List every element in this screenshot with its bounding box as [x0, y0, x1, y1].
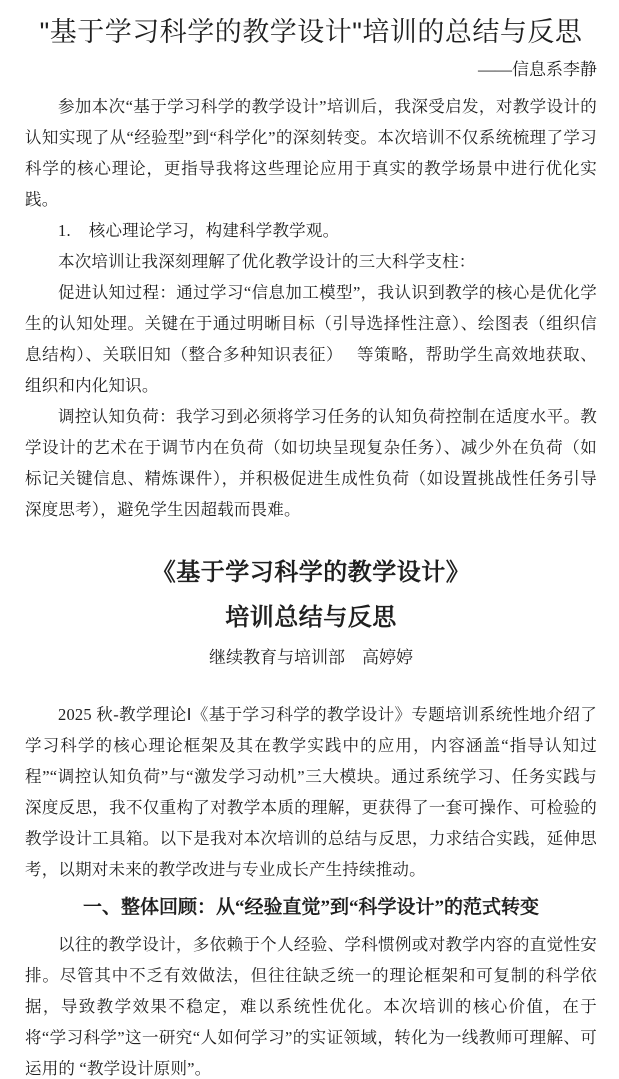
doc2-title-line1: 《基于学习科学的教学设计》 [151, 560, 471, 586]
doc1-list-item [25, 215, 597, 246]
doc2-section-heading: 一、整体回顾：从“经验直觉”到“科学设计”的范式转变 [82, 897, 539, 918]
doc2-title-line2: 培训总结与反思 [225, 605, 397, 631]
doc2-paragraph-review: 以往的教学设计，多依赖于个人经验、学科惯例或对教学内容的直觉性安排。尽管其中不乏有效做法，但往往缺乏统一的理论框架和可复制的科学依据，导致教学效果不稳定，难以系统性优化。本次培训的核心价值，在于将“学习科学”这一研究“人如何学习”的实证领域，转化为一线教师可理解、可运用的 “教学设计原则”。 [25, 935, 597, 1078]
doc1-byline: ——信息系李静 [478, 60, 597, 79]
doc1-list-text: 核心理论学习，构建科学教学观。 [88, 221, 340, 240]
doc2-byline: 继续教育与培训部 高婷婷 [209, 648, 413, 667]
doc1-paragraph-pillars: 本次培训让我深刻理解了优化教学设计的三大科学支柱： [58, 252, 476, 271]
doc1-paragraph-cognitive-process: 促进认知过程：通过学习“信息加工模型”，我认识到教学的核心是优化学生的认知处理。关键在于通过明晰目标（引导选择性注意）、绘图表（组织信息结构）、关联旧知（整合多种知识表征） 等策略，帮助学生高效地获取、组织和内化知识。 [25, 283, 597, 395]
doc1-list-number: 1. [58, 221, 71, 240]
doc2-paragraph-intro: 2025 秋-教学理论Ⅰ《基于学习科学的教学设计》专题培训系统性地介绍了学习科学的核心理论框架及其在教学实践中的应用，内容涵盖“指导认知过程”“调控认知负荷”与“激发学习动机”三大模块。通过系统学习、任务实践与深度反思，我不仅重构了对教学本质的理解，更获得了一套可操作、可检验的教学设计工具箱。以下是我对本次培训的总结与反思，力求结合实践，延伸思考，以期对未来的教学改进与专业成长产生持续推动。 [25, 705, 597, 879]
doc1-paragraph-intro: 参加本次“基于学习科学的教学设计”培训后，我深受启发，对教学设计的认知实现了从“经验型”到“科学化”的深刻转变。本次培训不仅系统梳理了学习科学的核心理论，更指导我将这些理论应用于真实的教学场景中进行优化实践。 [25, 97, 597, 209]
doc1-title: "基于学习科学的教学设计"培训的总结与反思 [39, 17, 583, 47]
doc1-paragraph-cognitive-load: 调控认知负荷：我学习到必须将学习任务的认知负荷控制在适度水平。教学设计的艺术在于调节内在负荷（如切块呈现复杂任务）、减少外在负荷（如标记关键信息、精炼课件），并积极促进生成性负荷（如设置挑战性任务引导深度思考），避免学生因超载而畏难。 [25, 407, 597, 519]
